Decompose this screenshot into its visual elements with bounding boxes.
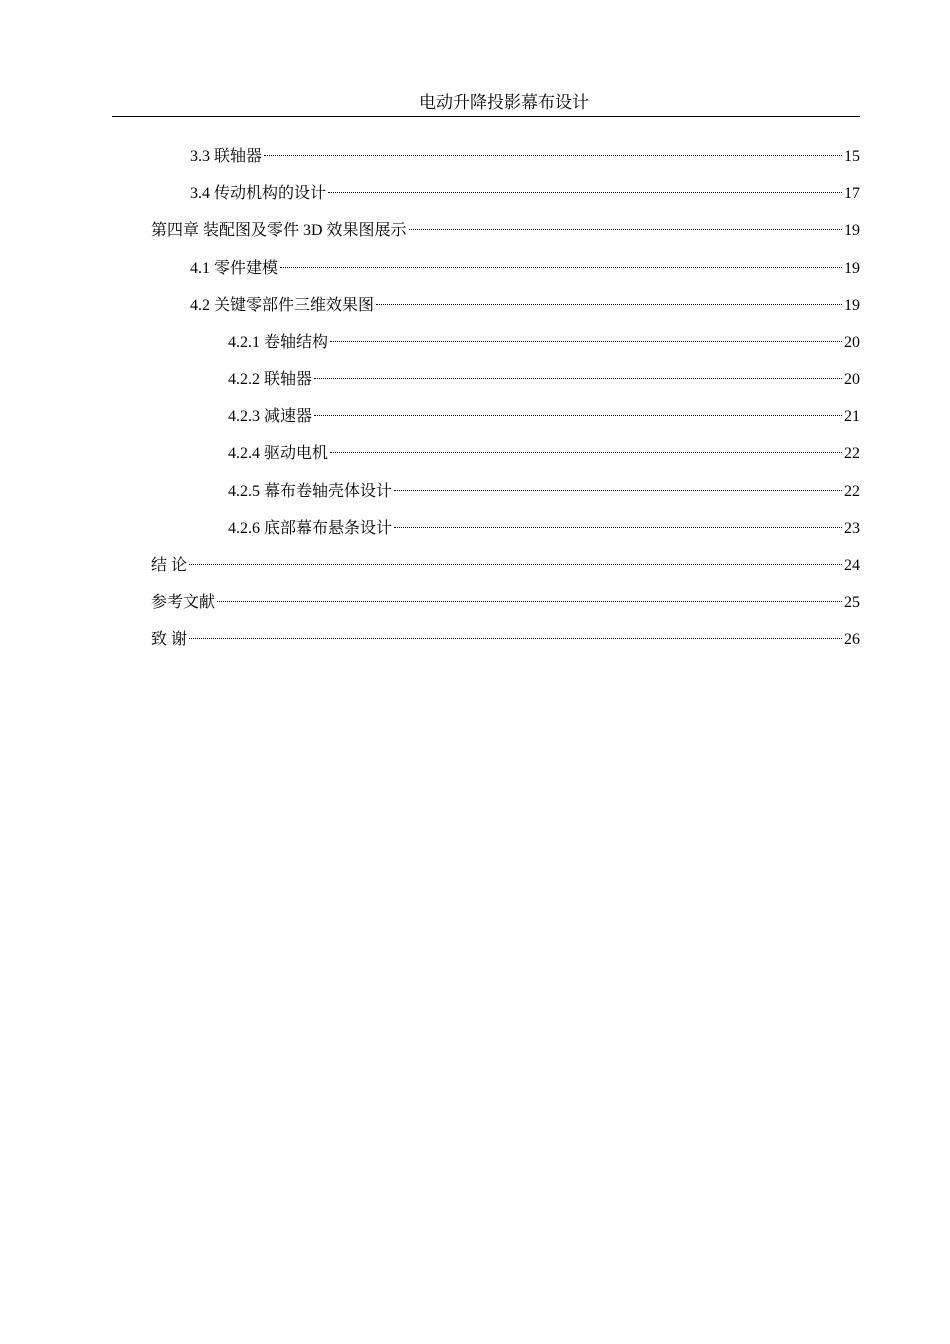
toc-entry-label: 4.2.6 底部幕布悬条设计 [228,520,393,537]
toc-entry-4-2[interactable] [190,288,860,317]
toc-leader-dots [314,362,842,384]
toc-page-number: 25 [844,594,860,611]
toc-leader-dots [394,511,842,533]
toc-entry-4-1[interactable] [190,251,860,280]
document-title: 电动升降投影幕布设计 [419,93,589,112]
toc-leader-dots [189,548,842,570]
toc-entry-label: 结 论 [151,557,188,574]
toc-entry-acknowledgements[interactable] [151,622,860,651]
toc-entry-label: 4.2.3 减速器 [228,408,313,425]
toc-entry-4-2-5[interactable] [228,474,860,503]
toc-leader-dots [264,139,842,161]
toc-entry-label: 4.2 关键零部件三维效果图 [190,297,375,314]
toc-entry-label: 3.3 联轴器 [190,148,263,165]
toc-entry-label: 4.2.2 联轴器 [228,371,313,388]
toc-entry-references[interactable] [151,585,860,614]
toc-page-number: 21 [844,408,860,425]
toc-entry-label: 4.1 零件建模 [190,260,279,277]
toc-entry-3-3[interactable] [190,139,860,168]
toc-entry-label: 第四章 装配图及零件 3D 效果图展示 [151,222,407,239]
toc-page-number: 20 [844,371,860,388]
toc-leader-dots [330,436,842,458]
toc-entry-4-2-4[interactable] [228,436,860,465]
toc-leader-dots [280,251,842,273]
toc-entry-4-2-1[interactable] [228,325,860,354]
toc-entry-label: 4.2.1 卷轴结构 [228,334,329,351]
toc-page-number: 20 [844,334,860,351]
toc-entry-4-2-2[interactable] [228,362,860,391]
toc-leader-dots [328,176,842,198]
toc-leader-dots [409,213,842,235]
toc-leader-dots [217,585,842,607]
toc-entry-label: 3.4 传动机构的设计 [190,185,327,202]
toc-page-number: 19 [844,260,860,277]
toc-entry-4-2-3[interactable] [228,399,860,428]
toc-page-number: 24 [844,557,860,574]
toc-entry-4-2-6[interactable] [228,511,860,540]
toc-page-number: 22 [844,483,860,500]
toc-leader-dots [394,474,842,496]
toc-leader-dots [376,288,842,310]
toc-page-number: 19 [844,222,860,239]
toc-entry-3-4[interactable] [190,176,860,205]
toc-leader-dots [330,325,842,347]
toc-page-number: 19 [844,297,860,314]
toc-page-number: 22 [844,445,860,462]
toc-page-number: 23 [844,520,860,537]
toc-entry-label: 4.2.5 幕布卷轴壳体设计 [228,483,393,500]
toc-entry-label: 致 谢 [151,631,188,648]
toc-leader-dots [189,622,842,644]
toc-page-number: 17 [844,185,860,202]
toc-page-number: 26 [844,631,860,648]
toc-entry-conclusion[interactable] [151,548,860,577]
toc-leader-dots [314,399,842,421]
toc-entry-label: 4.2.4 驱动电机 [228,445,329,462]
toc-entry-chapter-4[interactable] [151,213,860,242]
toc-entry-label: 参考文献 [151,594,216,611]
toc-page-number: 15 [844,148,860,165]
